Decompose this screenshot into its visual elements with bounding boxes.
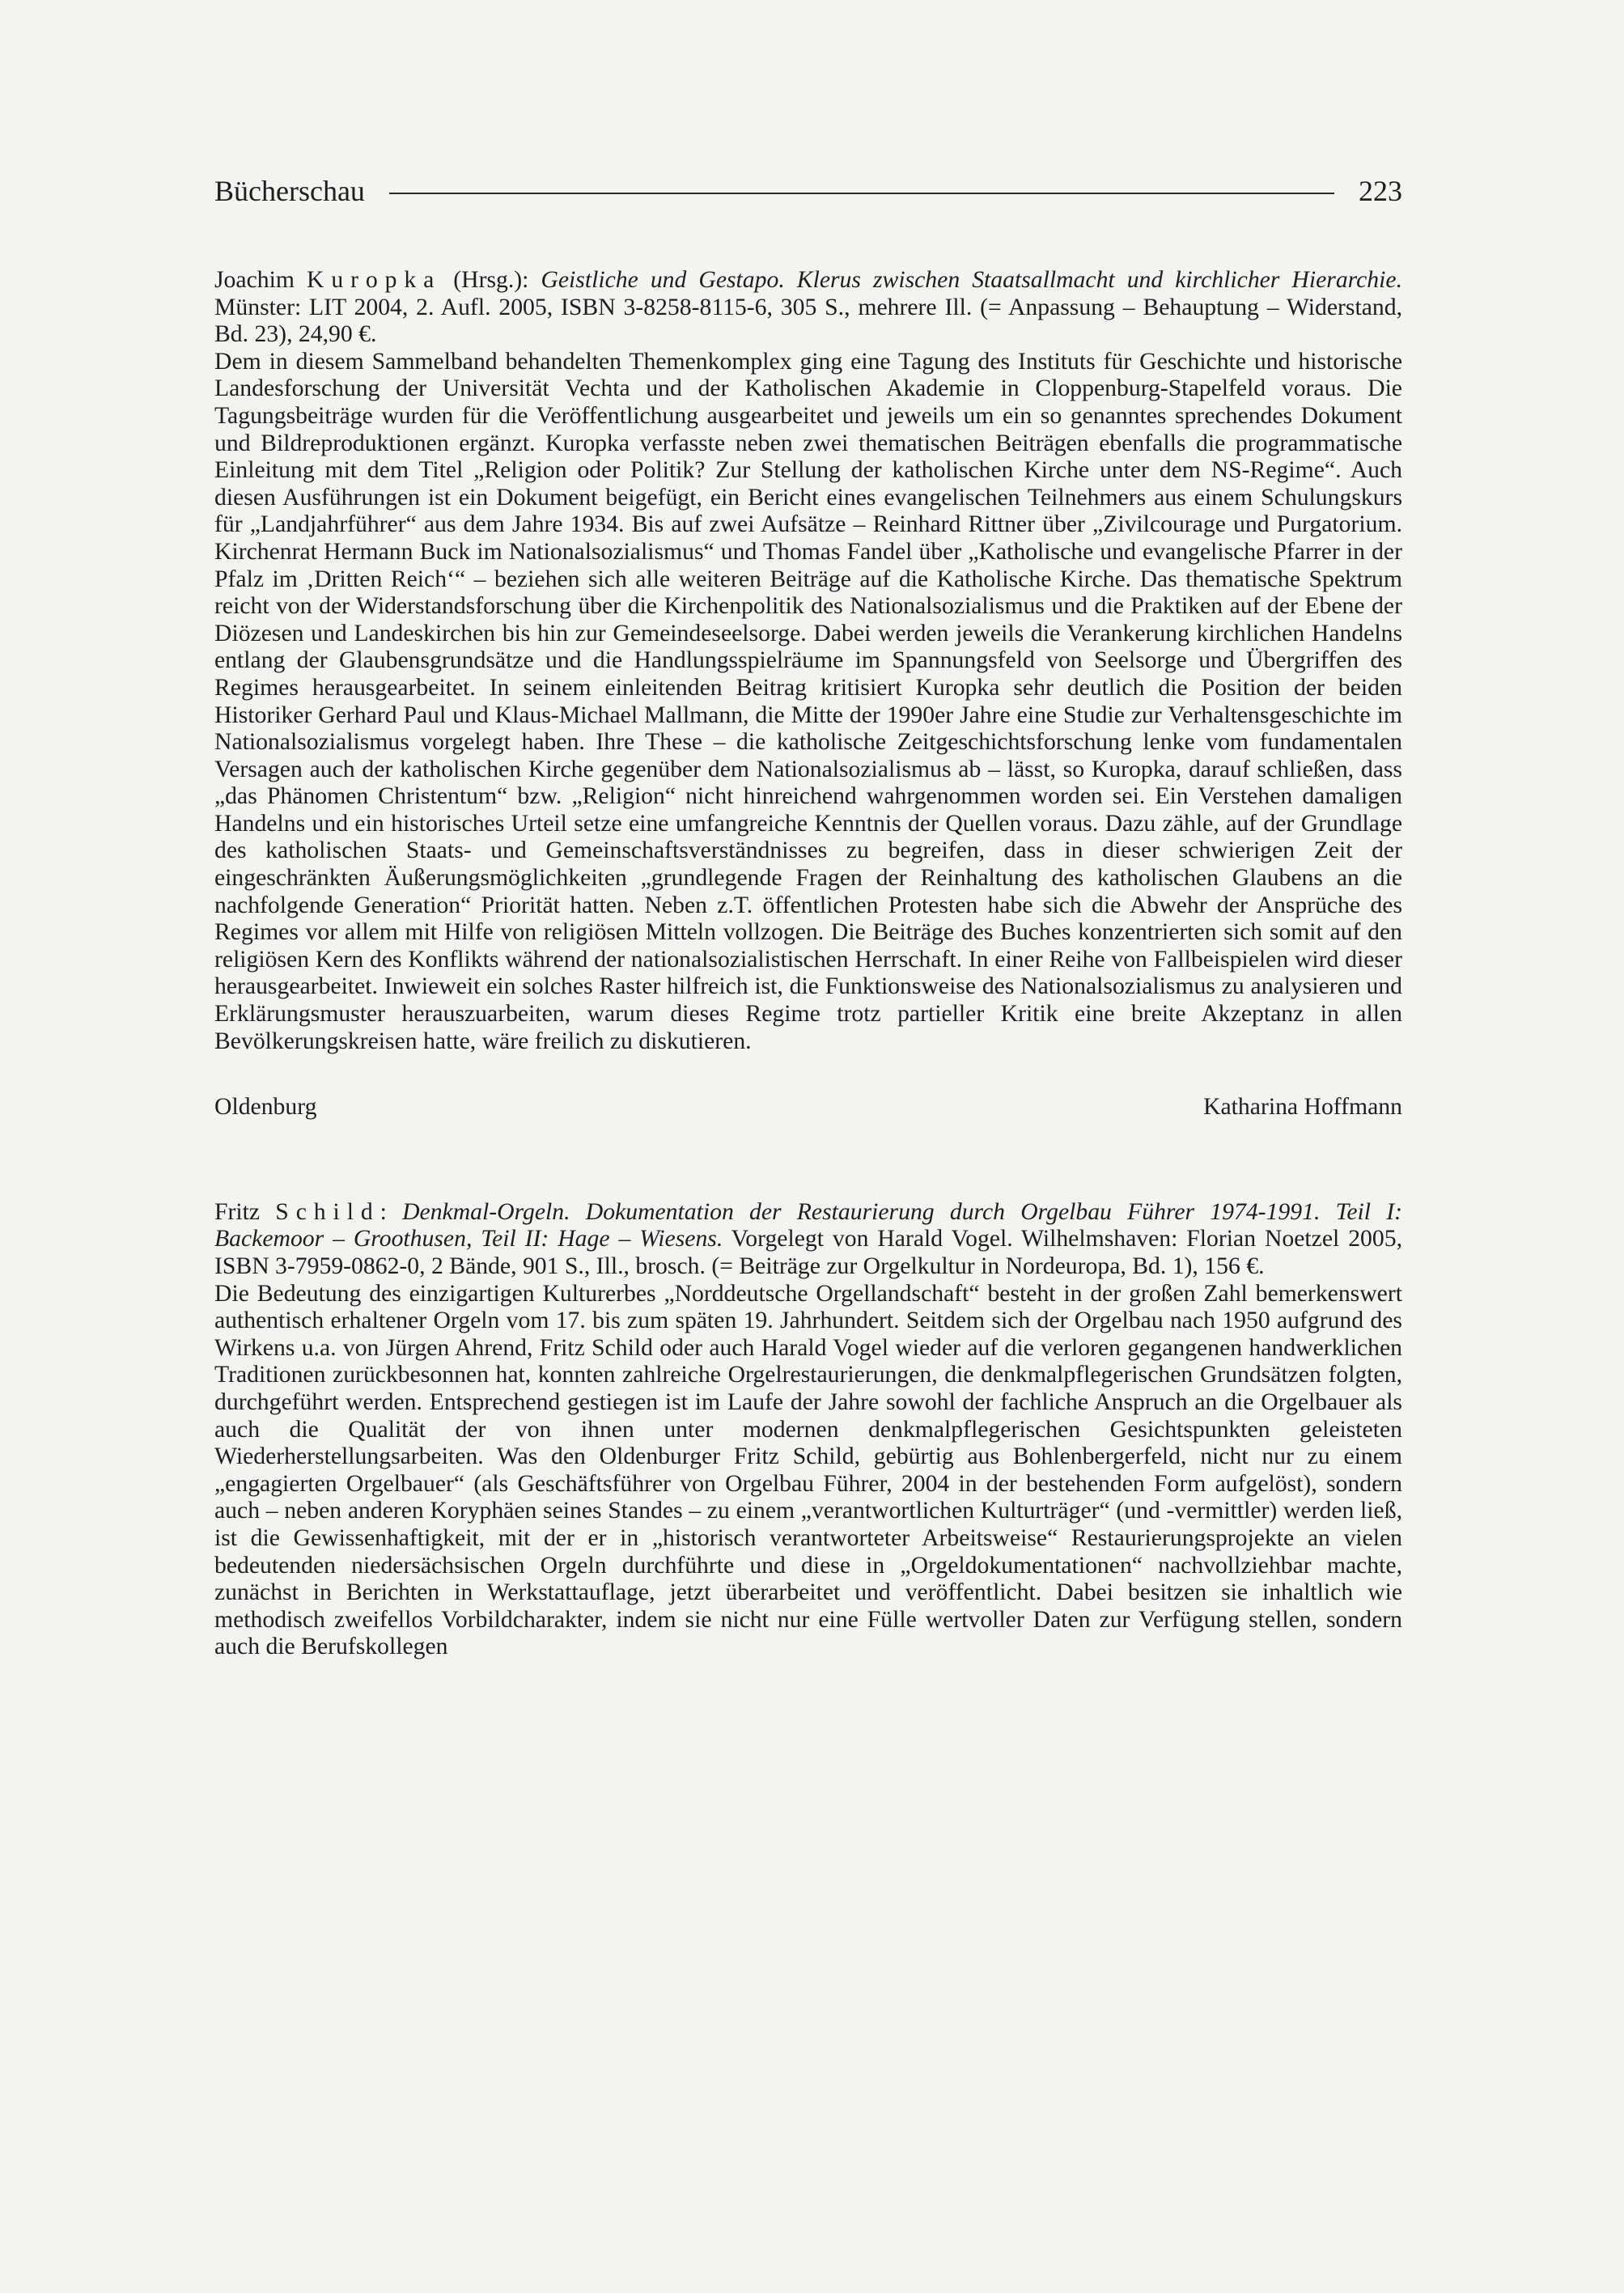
review-2-book-title: Denkmal-Orgeln. Dokumentation der Restaurierung durch Orgelbau Führer 1974-1991. Teil I: Backemoor – Groothusen, Teil II: Hage – Wiesens. <box>214 1198 1402 1252</box>
review-2-separator: : <box>379 1198 403 1225</box>
review-2-author-first: Fritz <box>214 1198 276 1225</box>
review-2-body: Die Bedeutung des einzigartigen Kulturerbes „Norddeutsche Orgellandschaft“ besteht in der großen Zahl bemerkenswert authentisch erhaltener Orgeln vom 17. bis zum späten 19. Jahrhundert. Seitdem sich der Orgelbau nach 1950 aufgrund des Wirkens u.a. von Jürgen Ahrend, Fritz Schild oder auch Harald Vogel wieder auf die verloren gegangenen handwerklichen Traditionen zurückbesonnen hat, konnten zahlreiche Orgelrestaurierungen, die denkmalpflegerischen Grundsätzen folgten, durchgeführt werden. Entsprechend gestiegen ist im Laufe der Jahre sowohl der fachliche Anspruch an die Orgelbauer als auch die Qualität der von ihnen unter modernen denkmalpflegerischen Gesichtspunkten geleisteten Wiederherstellungsarbeiten. Was den Oldenburger Fritz Schild, gebürtig aus Bohlenbergerfeld, nicht nur zu einem „engagierten Orgelbauer“ (als Geschäftsführer von Orgelbau Führer, 2004 in der bestehenden Form aufgelöst), sondern auch – neben anderen Koryphäen seines Standes – zu einem „verantwortlichen Kulturträger“ (und -vermittler) werden ließ, ist die Gewissenhaftigkeit, mit der er in „historisch verantworteter Arbeitsweise“ Restaurierungsprojekte an vielen bedeutenden niedersächsischen Orgeln durchführte und diese in „Orgeldokumentationen“ nachvollziehbar machte, zunächst in Berichten in Werkstattauflage, jetzt überarbeitet und veröffentlicht. Dabei besitzen sie inhaltlich wie methodisch zweifellos Vorbildcharakter, indem sie nicht nur eine Fülle wertvoller Daten zur Verfügung stellen, sondern auch die Berufskollegen <box>214 1280 1402 1660</box>
review-2-author-last: Schild <box>275 1198 380 1225</box>
review-1-reviewer: Katharina Hoffmann <box>1203 1094 1402 1121</box>
running-title: Bücherschau <box>214 175 365 207</box>
review-1-place: Oldenburg <box>214 1094 317 1121</box>
review-1-publication: Münster: LIT 2004, 2. Aufl. 2005, ISBN 3-8258-8115-6, 305 S., mehrere Ill. (= Anpassung – Behauptung – Widerstand, Bd. 23), 24,90 €. <box>214 294 1402 348</box>
review-1-editor-note: (Hrsg.): <box>441 267 541 293</box>
review-1-book-title: Geistliche und Gestapo. Klerus zwischen Staatsallmacht und kirchlicher Hierarchie. <box>541 267 1402 293</box>
review-1-author-first: Joachim <box>214 267 307 293</box>
header-rule <box>389 193 1334 194</box>
review-2-citation <box>214 1199 1402 1281</box>
page-number: 223 <box>1359 175 1402 207</box>
review-1-signature <box>214 1094 1402 1121</box>
review-1-author-last: Kuropka <box>306 267 442 293</box>
review-1-citation <box>214 267 1402 349</box>
review-content <box>214 267 1402 1661</box>
review-1-body: Dem in diesem Sammelband behandelten Themenkomplex ging eine Tagung des Instituts für Geschichte und historische Landesforschung der Universität Vechta und der Katholischen Akademie in Cloppenburg-Stapelfeld voraus. Die Tagungsbeiträge wurden für die Veröffentlichung ausgearbeitet und jeweils um ein so genanntes sprechendes Dokument und Bildreproduktionen ergänzt. Kuropka verfasste neben zwei thematischen Beiträgen ebenfalls die programmatische Einleitung mit dem Titel „Religion oder Politik? Zur Stellung der katholischen Kirche unter dem NS-Regime“. Auch diesen Ausführungen ist ein Dokument beigefügt, ein Bericht eines evangelischen Teilnehmers aus einem Schulungskurs für „Landjahrführer“ aus dem Jahre 1934. Bis auf zwei Aufsätze – Reinhard Rittner über „Zivilcourage und Purgatorium. Kirchenrat Hermann Buck im Nationalsozialismus“ und Thomas Fandel über „Katholische und evangelische Pfarrer in der Pfalz im ‚Dritten Reich‘“ – beziehen sich alle weiteren Beiträge auf die Katholische Kirche. Das thematische Spektrum reicht von der Widerstandsforschung über die Kirchenpolitik des Nationalsozialismus und die Praktiken auf der Ebene der Diözesen und Landeskirchen bis hin zur Gemeindeseelsorge. Dabei werden jeweils die Verankerung kirchlichen Handelns entlang der Glaubensgrundsätze und die Handlungsspielräume im Spannungsfeld von Seelsorge und Übergriffen des Regimes herausgearbeitet. In seinem einleitenden Beitrag kritisiert Kuropka sehr deutlich die Position der beiden Historiker Gerhard Paul und Klaus-Michael Mallmann, die Mitte der 1990er Jahre eine Studie zur Verhaltensgeschichte im Nationalsozialismus vorgelegt haben. Ihre These – die katholische Zeitgeschichtsforschung lenke vom fundamentalen Versagen auch der katholischen Kirche gegenüber dem Nationalsozialismus ab – lässt, so Kuropka, darauf schließen, dass „das Phänomen Christentum“ bzw. „Religion“ nicht hinreichend wahrgenommen worden sei. Ein Verstehen damaligen Handelns und ein historisches Urteil setze eine umfangreiche Kenntnis der Quellen voraus. Dazu zähle, auf der Grundlage des katholischen Staats- und Gemeinschaftsverständnisses zu begreifen, dass in dieser schwierigen Zeit der eingeschränkten Äußerungsmöglichkeiten „grundlegende Fragen der Reinhaltung des katholischen Glaubens an die nachfolgende Generation“ Priorität hatten. Neben z.T. öffentlichen Protesten habe sich die Abwehr der Ansprüche des Regimes vor allem mit Hilfe von religiösen Mitteln vollzogen. Die Beiträge des Buches konzentrierten sich somit auf den religiösen Kern des Konflikts während der nationalsozialistischen Herrschaft. In einer Reihe von Fallbeispielen wird dieser herausgearbeitet. Inwieweit ein solches Raster hilfreich ist, die Funktionsweise des Nationalsozialismus zu analysieren und Erklärungsmuster herauszuarbeiten, warum dieses Regime trotz partieller Kritik eine breite Akzeptanz in allen Bevölkerungskreisen hatte, wäre freilich zu diskutieren. <box>214 348 1402 1054</box>
running-header <box>214 168 1402 214</box>
review-2-publication: Vorgelegt von Harald Vogel. Wilhelmshaven: Florian Noetzel 2005, ISBN 3-7959-0862-0, 2 Bände, 901 S., Ill., brosch. (= Beiträge zur Orgelkultur in Nordeuropa, Bd. 1), 156 €. <box>214 1226 1402 1279</box>
